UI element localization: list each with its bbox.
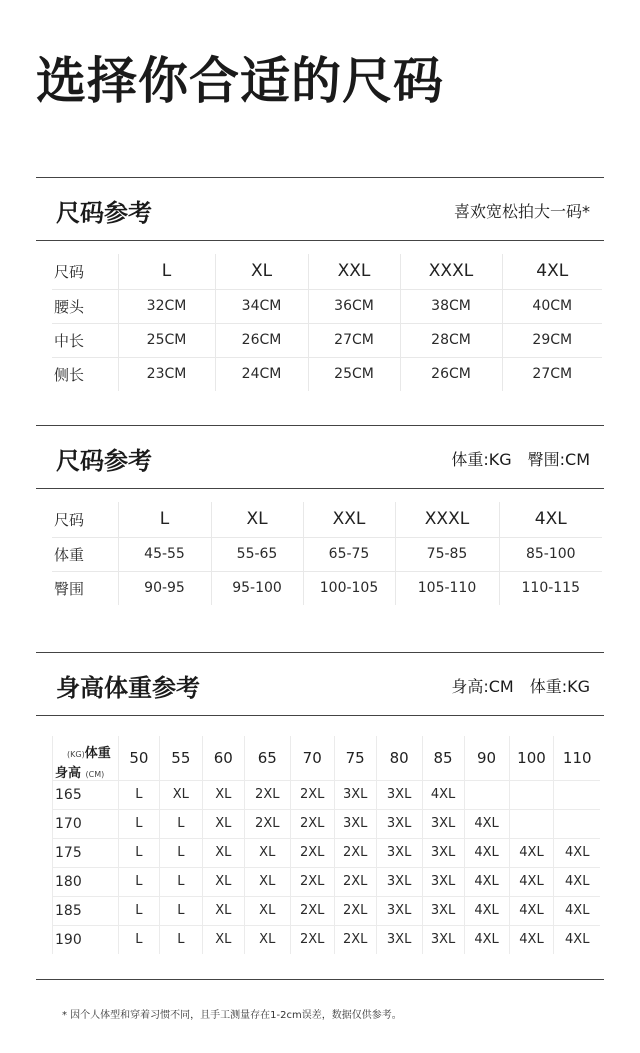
section1-note: 喜欢宽松拍大一码* [453, 201, 590, 221]
size-cell: XL [202, 780, 244, 809]
table-cell: 85-100 [499, 537, 602, 571]
table-cell: 55-65 [211, 537, 303, 571]
table-row [52, 289, 602, 323]
weight-header-cell: 60 [202, 736, 244, 780]
table-row [53, 896, 601, 925]
corner-height-label: 身高 (CM) [55, 766, 105, 781]
size-cell: L [118, 780, 159, 809]
size-cell: 3XL [422, 925, 464, 954]
table-cell: 4XL [502, 254, 602, 289]
table-row [53, 736, 601, 780]
size-cell: 4XL [554, 896, 600, 925]
height-cell: 180 [53, 867, 119, 896]
table-row [53, 867, 601, 896]
size-cell: 3XL [376, 809, 422, 838]
size-cell: 2XL [290, 838, 334, 867]
table-cell: 侧长 [54, 365, 85, 384]
section3-note-weight: 体重:KG [529, 676, 590, 696]
size-cell: L [159, 867, 202, 896]
size-cell: 3XL [422, 896, 464, 925]
size-cell [464, 780, 509, 809]
section3-note [451, 674, 604, 697]
section2-header [36, 428, 604, 488]
table-row [52, 323, 602, 357]
table-cell: XXL [303, 502, 395, 537]
table-cell: 95-100 [211, 571, 303, 605]
size-cell: 4XL [464, 838, 509, 867]
table-cell: XL [215, 254, 308, 289]
table-row [52, 502, 602, 537]
corner-weight-label: (KG)体重 [67, 746, 111, 761]
footer-rule [36, 979, 604, 980]
weight-header-cell: 65 [244, 736, 290, 780]
table-row [53, 925, 601, 954]
section2-top-rule [36, 425, 604, 426]
table-cell: 24CM [215, 357, 308, 391]
height-cell: 165 [53, 780, 119, 809]
size-cell: 3XL [376, 896, 422, 925]
size-cell: XL [244, 867, 290, 896]
table-cell: 尺码 [52, 502, 118, 537]
table-cell: 28CM [400, 323, 502, 357]
size-cell: 3XL [422, 838, 464, 867]
section2-title: 尺码参考 [56, 446, 152, 475]
size-cell: 3XL [422, 867, 464, 896]
table-cell: L [118, 254, 215, 289]
height-cell: 190 [53, 925, 119, 954]
size-table-2 [52, 502, 602, 605]
size-cell: 2XL [290, 867, 334, 896]
size-cell: 4XL [509, 867, 554, 896]
size-cell: 3XL [376, 867, 422, 896]
table-cell: 中长 [52, 323, 118, 357]
section3-top-rule [36, 652, 604, 653]
size-cell: L [159, 838, 202, 867]
table-cell: XXL [308, 254, 400, 289]
section2-bottom-rule [36, 488, 604, 489]
size-cell: 3XL [376, 780, 422, 809]
table-cell: 体重 [52, 537, 118, 571]
size-cell: 4XL [464, 867, 509, 896]
table-row [52, 571, 602, 605]
size-cell: L [159, 925, 202, 954]
weight-header-cell: 55 [159, 736, 202, 780]
table-cell: XL [211, 502, 303, 537]
table-cell: 25CM [118, 323, 215, 357]
section2-note-weight: 体重:KG [451, 449, 512, 469]
table-cell: 32CM [118, 289, 215, 323]
table-cell: 27CM [308, 323, 400, 357]
section2-note-hip: 臀围:CM [527, 449, 590, 469]
size-cell: XL [202, 925, 244, 954]
section1-header [36, 180, 604, 240]
size-cell: 2XL [334, 838, 376, 867]
size-cell: 2XL [244, 809, 290, 838]
table-cell: 26CM [400, 357, 502, 391]
section3-title: 身高体重参考 [56, 673, 200, 702]
table-cell: 100-105 [303, 571, 395, 605]
size-cell: 4XL [509, 896, 554, 925]
corner-header [53, 736, 119, 780]
size-cell [554, 809, 600, 838]
size-cell [509, 809, 554, 838]
weight-header-cell: 85 [422, 736, 464, 780]
table-cell: 110-115 [499, 571, 602, 605]
table-cell: 75-85 [395, 537, 499, 571]
table-cell: 105-110 [395, 571, 499, 605]
section1-title: 尺码参考 [56, 198, 152, 227]
height-cell: 175 [53, 838, 119, 867]
table-cell: XXXL [400, 254, 502, 289]
table-cell: 臀围 [54, 579, 85, 598]
size-cell: 3XL [422, 809, 464, 838]
size-cell: 2XL [334, 925, 376, 954]
section3-note-height: 身高:CM [451, 676, 514, 696]
height-cell: 185 [53, 896, 119, 925]
table-cell: 90-95 [118, 571, 211, 605]
size-cell: 3XL [376, 925, 422, 954]
size-cell: 4XL [554, 925, 600, 954]
size-cell: 2XL [290, 896, 334, 925]
table-cell: 4XL [499, 502, 602, 537]
section3-header [36, 655, 604, 715]
section2-note [451, 447, 604, 470]
weight-header-cell: 50 [118, 736, 159, 780]
table-row [53, 809, 601, 838]
size-cell: 3XL [334, 809, 376, 838]
size-cell: L [118, 867, 159, 896]
size-table-1 [52, 254, 602, 391]
table-cell: L [118, 502, 211, 537]
page-title: 选择你合适的尺码 [36, 52, 444, 110]
size-cell: 4XL [464, 809, 509, 838]
size-cell: XL [202, 867, 244, 896]
size-cell: L [118, 896, 159, 925]
size-cell: XL [159, 780, 202, 809]
table-row [53, 838, 601, 867]
size-cell: XL [202, 809, 244, 838]
size-cell: 4XL [464, 925, 509, 954]
size-cell [554, 780, 600, 809]
size-cell [509, 780, 554, 809]
size-cell: 2XL [290, 780, 334, 809]
size-cell: L [118, 925, 159, 954]
table-cell: 尺码 [52, 254, 118, 289]
size-cell: 4XL [554, 838, 600, 867]
table-row [52, 537, 602, 571]
size-cell: 4XL [464, 896, 509, 925]
size-cell: L [118, 809, 159, 838]
table-cell: 23CM [118, 357, 215, 391]
table-cell: 40CM [502, 289, 602, 323]
size-cell: XL [244, 838, 290, 867]
size-cell: XL [244, 925, 290, 954]
size-cell: 3XL [376, 838, 422, 867]
size-cell: 4XL [554, 867, 600, 896]
size-cell: 4XL [509, 838, 554, 867]
size-cell: 4XL [509, 925, 554, 954]
size-cell: L [118, 838, 159, 867]
table-cell: 29CM [502, 323, 602, 357]
table-cell: 36CM [308, 289, 400, 323]
table-row [52, 254, 602, 289]
footnote: * 因个人体型和穿着习惯不同，且手工测量存在1-2cm误差，数据仅供参考。 [62, 1010, 402, 1021]
table-cell: 25CM [308, 357, 400, 391]
section1-top-rule [36, 177, 604, 178]
size-cell: XL [202, 896, 244, 925]
weight-header-cell: 70 [290, 736, 334, 780]
size-cell: 4XL [422, 780, 464, 809]
size-cell: L [159, 896, 202, 925]
table-cell: 45-55 [118, 537, 211, 571]
table-row [52, 357, 602, 391]
table-cell: 腰头 [52, 289, 118, 323]
weight-header-cell: 110 [554, 736, 600, 780]
size-cell: L [159, 809, 202, 838]
table-row [53, 780, 601, 809]
table-cell: 65-75 [303, 537, 395, 571]
size-cell: 2XL [244, 780, 290, 809]
table-cell: XXXL [395, 502, 499, 537]
height-weight-table [52, 736, 600, 954]
size-cell: XL [202, 838, 244, 867]
size-cell: 2XL [290, 925, 334, 954]
section3-bottom-rule [36, 715, 604, 716]
weight-header-cell: 90 [464, 736, 509, 780]
size-cell: 2XL [334, 896, 376, 925]
size-cell: 3XL [334, 780, 376, 809]
height-cell: 170 [53, 809, 119, 838]
weight-header-cell: 75 [334, 736, 376, 780]
size-cell: 2XL [290, 809, 334, 838]
weight-header-cell: 80 [376, 736, 422, 780]
table-cell: 27CM [502, 357, 602, 391]
size-cell: XL [244, 896, 290, 925]
weight-header-cell: 100 [509, 736, 554, 780]
table-cell: 34CM [215, 289, 308, 323]
section1-bottom-rule [36, 240, 604, 241]
size-cell: 2XL [334, 867, 376, 896]
table-cell: 38CM [400, 289, 502, 323]
table-cell: 26CM [215, 323, 308, 357]
